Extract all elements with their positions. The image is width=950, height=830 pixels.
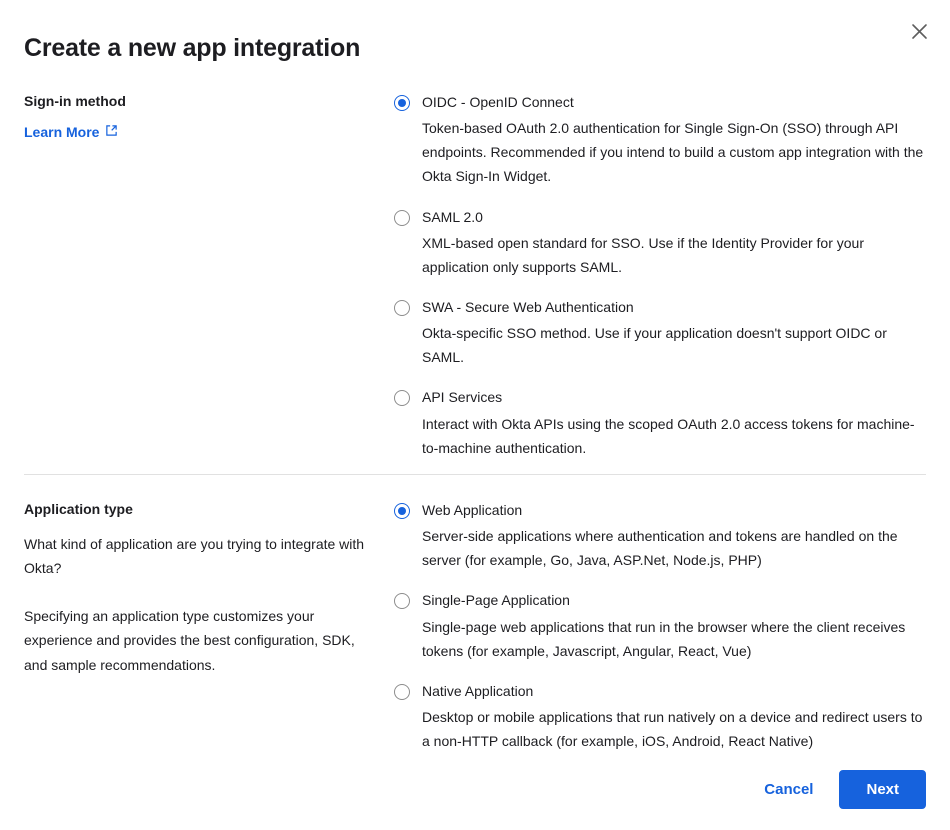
- learn-more-label: Learn More: [24, 124, 100, 141]
- signin-option-title: SAML 2.0: [422, 208, 483, 225]
- app-type-option-title: Single-Page Application: [422, 592, 570, 609]
- signin-option-api-services[interactable]: [394, 387, 926, 459]
- radio-icon[interactable]: [394, 210, 410, 226]
- app-type-option-web[interactable]: [394, 500, 926, 572]
- close-icon[interactable]: [908, 20, 930, 42]
- signin-option-title: API Services: [422, 389, 503, 406]
- signin-option-description: Token-based OAuth 2.0 authentication for Single Sign-On (SSO) through API endpoints. Recommended if you intend to build a custom app integration with the Okta Sign-In Widget.: [422, 120, 924, 185]
- app-type-option-title: Web Application: [422, 502, 523, 518]
- signin-option-description: XML-based open standard for SSO. Use if the Identity Provider for your application only supports SAML.: [422, 234, 864, 275]
- app-type-option-description: Single-page web applications that run in the browser where the client receives tokens (for example, Javascript, Angular, React, Vue): [422, 618, 906, 659]
- radio-icon[interactable]: [394, 95, 410, 111]
- radio-icon[interactable]: [394, 503, 410, 519]
- signin-option-description: Okta-specific SSO method. Use if your application doesn't support OIDC or SAML.: [422, 325, 887, 366]
- app-type-option-description: Desktop or mobile applications that run natively on a device and redirect users to a non-HTTP callback (for example, iOS, Android, React Native): [422, 709, 923, 750]
- signin-method-options: [394, 92, 926, 460]
- application-type-description-2: Specifying an application type customizes your experience and provides the best configuration, SDK, and sample recommendations.: [24, 608, 355, 673]
- section-divider: [24, 474, 926, 475]
- application-type-left: [24, 500, 394, 753]
- learn-more-link[interactable]: [24, 124, 118, 140]
- app-type-option-title: Native Application: [422, 682, 534, 699]
- signin-option-title: OIDC - OpenID Connect: [422, 94, 574, 110]
- app-type-option-native[interactable]: [394, 681, 926, 753]
- application-type-description-1: What kind of application are you trying to integrate with Okta?: [24, 536, 365, 577]
- signin-option-oidc[interactable]: [394, 92, 926, 189]
- signin-option-saml[interactable]: [394, 207, 926, 279]
- page-title: Create a new app integration: [24, 34, 361, 62]
- signin-method-section: [24, 92, 926, 460]
- cancel-button[interactable]: Cancel: [760, 773, 817, 806]
- signin-method-label: Sign-in method: [24, 93, 126, 109]
- application-type-section: [24, 500, 926, 753]
- radio-icon[interactable]: [394, 390, 410, 406]
- radio-icon[interactable]: [394, 684, 410, 700]
- dialog-footer: [24, 770, 926, 809]
- signin-option-description: Interact with Okta APIs using the scoped OAuth 2.0 access tokens for machine-to-machine authentication.: [422, 415, 915, 456]
- app-type-option-spa[interactable]: [394, 590, 926, 662]
- next-button[interactable]: Next: [839, 770, 926, 809]
- app-type-option-description: Server-side applications where authentication and tokens are handled on the server (for example, Go, Java, ASP.Net, Node.js, PHP): [422, 528, 898, 569]
- radio-icon[interactable]: [394, 300, 410, 316]
- radio-icon[interactable]: [394, 593, 410, 609]
- signin-option-title: SWA - Secure Web Authentication: [422, 298, 634, 315]
- signin-method-left: [24, 92, 394, 460]
- signin-option-swa[interactable]: [394, 297, 926, 369]
- application-type-options: [394, 500, 926, 753]
- external-link-icon: [105, 124, 118, 140]
- application-type-label: Application type: [24, 501, 133, 517]
